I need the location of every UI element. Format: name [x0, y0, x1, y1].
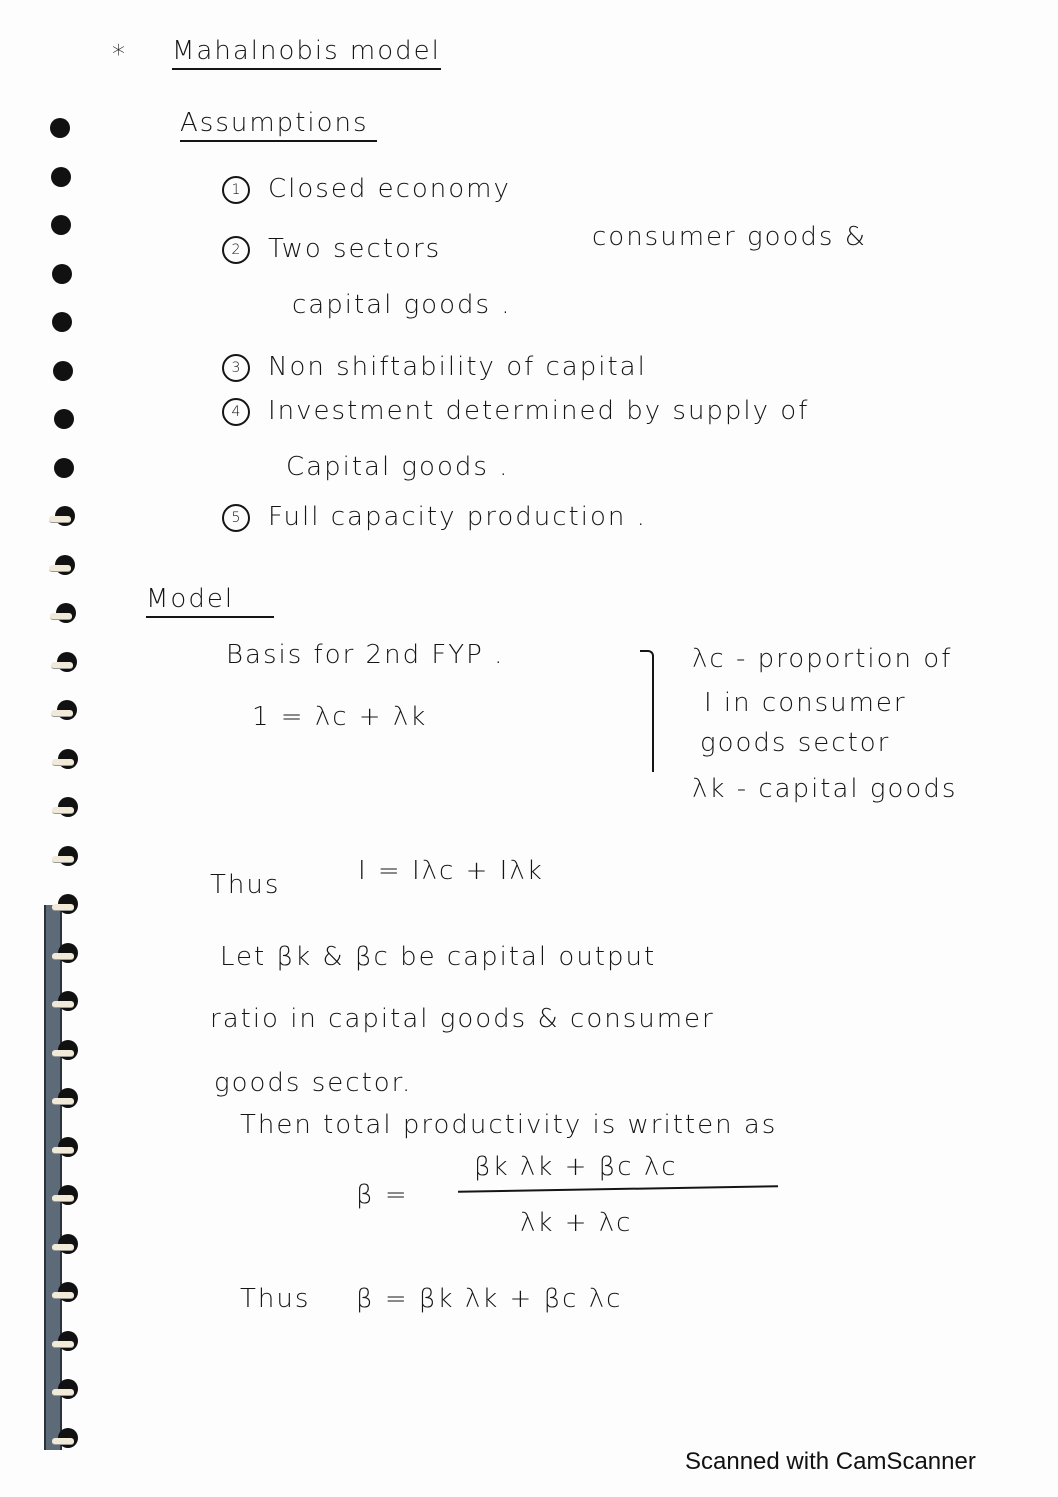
legend-line-1: λc - proportion of — [692, 644, 953, 674]
assumption-item-5 — [222, 502, 647, 532]
legend-line-2: I in consumer — [704, 688, 907, 718]
spiral-ring — [52, 1282, 78, 1304]
assumptions-heading: Assumptions — [180, 108, 377, 142]
binder-spine — [44, 905, 62, 1450]
bullet-star-icon: * — [112, 40, 127, 70]
spiral-ring — [52, 943, 78, 965]
let-line-1: Let βk & βc be capital output — [220, 942, 657, 972]
spiral-ring — [52, 894, 78, 916]
assumption-item-2-cont: capital goods . — [292, 290, 512, 320]
spiral-ring — [52, 1379, 78, 1401]
spiral-ring — [47, 361, 73, 383]
spiral-ring — [49, 506, 75, 528]
number-badge: 1 — [222, 176, 250, 204]
fraction-bar — [458, 1185, 778, 1193]
fraction-lhs: β = — [356, 1180, 409, 1210]
spiral-ring — [52, 749, 78, 771]
assumption-item-1 — [222, 174, 511, 204]
spiral-ring — [45, 215, 71, 237]
assumption-item-2 — [222, 234, 441, 264]
spiral-ring — [52, 1137, 78, 1159]
spiral-ring — [50, 603, 76, 625]
spiral-ring — [51, 700, 77, 722]
page-title: Mahalnobis model — [172, 36, 441, 70]
let-line-2: ratio in capital goods & consumer — [210, 1004, 715, 1034]
spiral-ring — [45, 167, 71, 189]
spiral-ring — [44, 118, 70, 140]
then-line: Then total productivity is written as — [240, 1110, 778, 1140]
final-equation: β = βk λk + βc λc — [356, 1284, 623, 1314]
assumption-text: Closed economy — [268, 174, 511, 204]
spiral-ring — [52, 1234, 78, 1256]
spiral-ring — [46, 312, 72, 334]
assumption-item-4 — [222, 396, 809, 426]
number-badge: 3 — [222, 354, 250, 382]
spiral-ring — [52, 1185, 78, 1207]
thus-label-1: Thus — [210, 870, 281, 900]
spiral-ring — [52, 1428, 78, 1450]
thus-label-2: Thus — [240, 1284, 311, 1314]
legend-line-3: goods sector — [700, 728, 891, 758]
assumption-item-2-aside: consumer goods & — [592, 222, 867, 252]
spiral-ring — [52, 991, 78, 1013]
legend-line-4: λk - capital goods — [692, 774, 958, 804]
number-badge: 2 — [222, 236, 250, 264]
investment-equation: I = Iλc + Iλk — [358, 856, 544, 886]
model-heading: Model — [146, 584, 274, 618]
spiral-ring — [48, 458, 74, 480]
assumption-text: Investment determined by supply of — [268, 396, 810, 426]
spiral-ring — [51, 652, 77, 674]
assumption-text: Two sectors — [268, 234, 442, 264]
spiral-ring — [52, 797, 78, 819]
fraction-numerator: βk λk + βc λc — [474, 1152, 678, 1182]
model-equation-1: 1 = λc + λk — [252, 702, 428, 732]
spiral-ring — [52, 1331, 78, 1353]
model-basis: Basis for 2nd FYP . — [226, 640, 505, 670]
spiral-ring — [52, 1040, 78, 1062]
assumption-item-4-cont: Capital goods . — [286, 452, 510, 482]
assumption-item-3 — [222, 352, 647, 382]
spiral-ring — [52, 1088, 78, 1110]
assumption-text: Non shiftability of capital — [268, 352, 647, 382]
spiral-ring — [48, 409, 74, 431]
camscanner-watermark: Scanned with CamScanner — [685, 1448, 976, 1475]
assumption-text: Full capacity production . — [268, 502, 647, 532]
let-line-3: goods sector. — [214, 1068, 413, 1098]
spiral-ring — [49, 555, 75, 577]
spiral-ring — [46, 264, 72, 286]
bracket — [640, 650, 654, 772]
number-badge: 4 — [222, 398, 250, 426]
number-badge: 5 — [222, 504, 250, 532]
spiral-ring — [52, 846, 78, 868]
fraction-denominator: λk + λc — [520, 1208, 633, 1238]
